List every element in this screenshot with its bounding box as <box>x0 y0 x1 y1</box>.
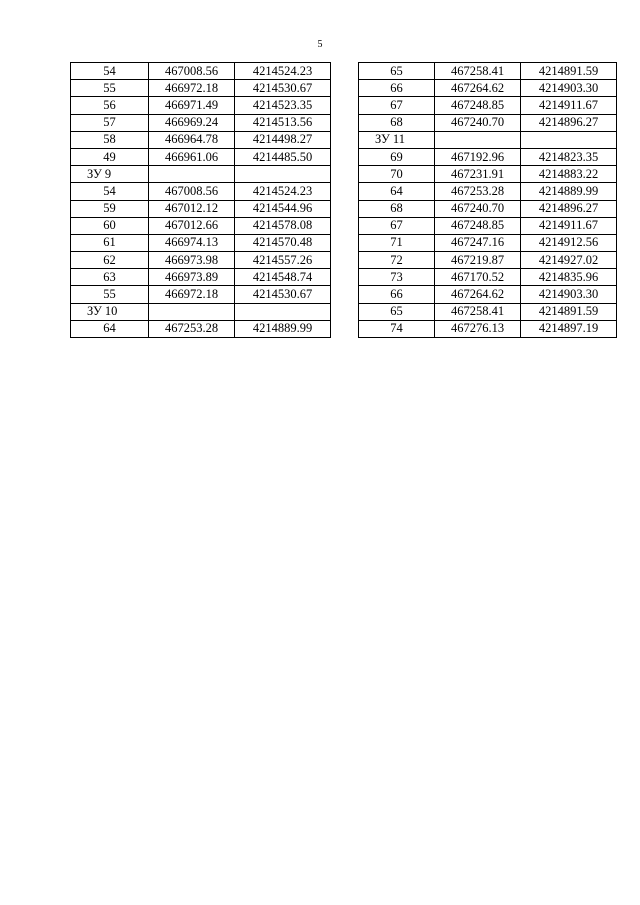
table-row <box>359 234 617 251</box>
point-number-cell: 67 <box>359 217 435 234</box>
y-coordinate-cell: 4214557.26 <box>235 252 331 269</box>
point-number-cell: 71 <box>359 234 435 251</box>
x-coordinate-cell: 466969.24 <box>149 114 235 131</box>
table-row <box>359 80 617 97</box>
point-number-cell: 68 <box>359 114 435 131</box>
point-number-cell: 60 <box>71 217 149 234</box>
x-coordinate-cell: 467240.70 <box>435 114 521 131</box>
table-row <box>71 286 331 303</box>
point-number-cell: 73 <box>359 269 435 286</box>
point-number-cell: 62 <box>71 252 149 269</box>
x-coordinate-cell: 466973.89 <box>149 269 235 286</box>
x-coordinate-cell: 467012.12 <box>149 200 235 217</box>
y-coordinate-cell: 4214578.08 <box>235 217 331 234</box>
x-coordinate-cell: 467253.28 <box>149 320 235 337</box>
y-coordinate-cell <box>521 131 617 148</box>
table-row <box>359 320 617 337</box>
point-number-cell: 54 <box>71 183 149 200</box>
zone-header-row <box>359 131 617 148</box>
x-coordinate-cell: 467008.56 <box>149 183 235 200</box>
x-coordinate-cell: 466972.18 <box>149 80 235 97</box>
x-coordinate-cell: 467258.41 <box>435 63 521 80</box>
x-coordinate-cell: 466973.98 <box>149 252 235 269</box>
point-number-cell: 64 <box>359 183 435 200</box>
y-coordinate-cell: 4214485.50 <box>235 148 331 165</box>
table-row <box>71 63 331 80</box>
x-coordinate-cell <box>149 303 235 320</box>
x-coordinate-cell: 467248.85 <box>435 217 521 234</box>
zone-header-row <box>71 303 331 320</box>
point-number-cell: 55 <box>71 286 149 303</box>
table-row <box>359 63 617 80</box>
point-number-cell: 55 <box>71 80 149 97</box>
table-row <box>359 286 617 303</box>
point-number-cell: 63 <box>71 269 149 286</box>
y-coordinate-cell: 4214897.19 <box>521 320 617 337</box>
x-coordinate-cell: 467240.70 <box>435 200 521 217</box>
x-coordinate-cell: 467231.91 <box>435 166 521 183</box>
y-coordinate-cell: 4214912.56 <box>521 234 617 251</box>
y-coordinate-cell: 4214903.30 <box>521 286 617 303</box>
table-row <box>71 217 331 234</box>
y-coordinate-cell: 4214570.48 <box>235 234 331 251</box>
point-number-cell: 68 <box>359 200 435 217</box>
point-number-cell: 69 <box>359 148 435 165</box>
table-row <box>71 80 331 97</box>
x-coordinate-cell <box>435 131 521 148</box>
table-row <box>71 183 331 200</box>
y-coordinate-cell: 4214889.99 <box>521 183 617 200</box>
coordinates-table-left <box>70 62 331 338</box>
table-row <box>71 320 331 337</box>
y-coordinate-cell: 4214891.59 <box>521 303 617 320</box>
point-number-cell: 54 <box>71 63 149 80</box>
point-number-cell: 64 <box>71 320 149 337</box>
x-coordinate-cell: 467248.85 <box>435 97 521 114</box>
table-row <box>71 200 331 217</box>
y-coordinate-cell: 4214530.67 <box>235 286 331 303</box>
point-number-cell: 57 <box>71 114 149 131</box>
table-row <box>71 148 331 165</box>
point-number-cell: 58 <box>71 131 149 148</box>
x-coordinate-cell: 467192.96 <box>435 148 521 165</box>
y-coordinate-cell: 4214544.96 <box>235 200 331 217</box>
table-row <box>71 114 331 131</box>
y-coordinate-cell <box>235 303 331 320</box>
point-number-cell: 70 <box>359 166 435 183</box>
table-row <box>359 148 617 165</box>
y-coordinate-cell: 4214927.02 <box>521 252 617 269</box>
y-coordinate-cell: 4214903.30 <box>521 80 617 97</box>
x-coordinate-cell: 466974.13 <box>149 234 235 251</box>
y-coordinate-cell: 4214883.22 <box>521 166 617 183</box>
page-number: 5 <box>317 39 323 50</box>
x-coordinate-cell: 467253.28 <box>435 183 521 200</box>
table-row <box>359 303 617 320</box>
x-coordinate-cell: 467264.62 <box>435 80 521 97</box>
y-coordinate-cell: 4214896.27 <box>521 200 617 217</box>
table-row <box>71 131 331 148</box>
table-row <box>359 252 617 269</box>
table-row <box>71 97 331 114</box>
y-coordinate-cell: 4214523.35 <box>235 97 331 114</box>
x-coordinate-cell: 467219.87 <box>435 252 521 269</box>
y-coordinate-cell: 4214498.27 <box>235 131 331 148</box>
point-number-cell: 61 <box>71 234 149 251</box>
table-row <box>71 269 331 286</box>
y-coordinate-cell: 4214911.67 <box>521 97 617 114</box>
zone-label-cell: ЗУ 11 <box>359 131 435 148</box>
table-row <box>71 252 331 269</box>
point-number-cell: 74 <box>359 320 435 337</box>
x-coordinate-cell <box>149 166 235 183</box>
x-coordinate-cell: 466964.78 <box>149 131 235 148</box>
x-coordinate-cell: 467276.13 <box>435 320 521 337</box>
y-coordinate-cell: 4214513.56 <box>235 114 331 131</box>
table-row <box>359 166 617 183</box>
x-coordinate-cell: 467008.56 <box>149 63 235 80</box>
zone-label-cell: ЗУ 9 <box>71 166 149 183</box>
point-number-cell: 49 <box>71 148 149 165</box>
y-coordinate-cell: 4214911.67 <box>521 217 617 234</box>
point-number-cell: 65 <box>359 63 435 80</box>
point-number-cell: 59 <box>71 200 149 217</box>
table-row <box>359 183 617 200</box>
y-coordinate-cell: 4214823.35 <box>521 148 617 165</box>
table-row <box>359 114 617 131</box>
y-coordinate-cell: 4214889.99 <box>235 320 331 337</box>
x-coordinate-cell: 467247.16 <box>435 234 521 251</box>
x-coordinate-cell: 466961.06 <box>149 148 235 165</box>
x-coordinate-cell: 467258.41 <box>435 303 521 320</box>
table-row <box>359 200 617 217</box>
y-coordinate-cell: 4214524.23 <box>235 183 331 200</box>
y-coordinate-cell: 4214896.27 <box>521 114 617 131</box>
point-number-cell: 66 <box>359 80 435 97</box>
y-coordinate-cell: 4214524.23 <box>235 63 331 80</box>
y-coordinate-cell: 4214530.67 <box>235 80 331 97</box>
table-row <box>359 97 617 114</box>
point-number-cell: 67 <box>359 97 435 114</box>
point-number-cell: 66 <box>359 286 435 303</box>
table-row <box>71 234 331 251</box>
coordinates-table-right <box>358 62 617 338</box>
table-row <box>359 217 617 234</box>
point-number-cell: 56 <box>71 97 149 114</box>
y-coordinate-cell: 4214548.74 <box>235 269 331 286</box>
x-coordinate-cell: 467012.66 <box>149 217 235 234</box>
x-coordinate-cell: 467264.62 <box>435 286 521 303</box>
zone-header-row <box>71 166 331 183</box>
zone-label-cell: ЗУ 10 <box>71 303 149 320</box>
point-number-cell: 65 <box>359 303 435 320</box>
y-coordinate-cell: 4214891.59 <box>521 63 617 80</box>
x-coordinate-cell: 467170.52 <box>435 269 521 286</box>
x-coordinate-cell: 466972.18 <box>149 286 235 303</box>
point-number-cell: 72 <box>359 252 435 269</box>
x-coordinate-cell: 466971.49 <box>149 97 235 114</box>
y-coordinate-cell: 4214835.96 <box>521 269 617 286</box>
table-row <box>359 269 617 286</box>
y-coordinate-cell <box>235 166 331 183</box>
